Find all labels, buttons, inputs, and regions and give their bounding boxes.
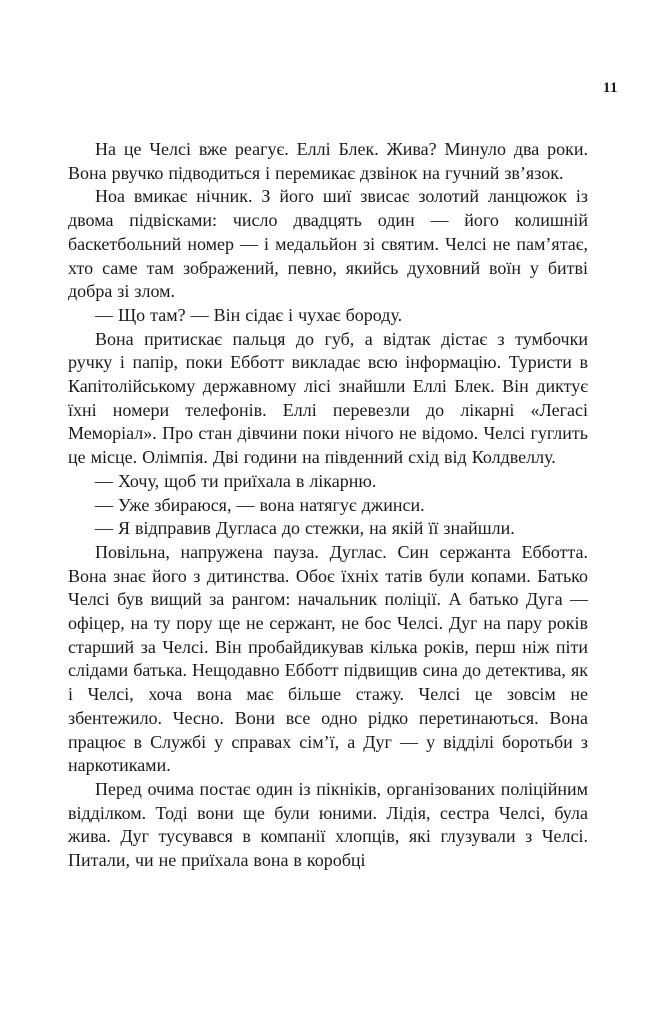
paragraph-dialogue: — Що там? — Він сідає і чухає бороду. (95, 304, 403, 325)
text-block (68, 138, 588, 873)
paragraph-dialogue: — Хочу, щоб ти приїхала в лікарню. (95, 470, 377, 491)
page-number: 11 (602, 80, 618, 96)
paragraph-dialogue: — Уже збираюся, — вона натягує джинси. (95, 494, 425, 515)
paragraph: Ноа вмикає нічник. З його шиї звисає золотий ланцюжок із двома підвісками: число двадцять один — його колишній баскетбольний номер — і медальйон зі святим. Челсі не пам’ятає, хто саме там зображений, певно, якийсь духовний воїн у битві добра зі злом. (68, 186, 588, 302)
paragraph-dialogue: — Я відправив Дугласа до стежки, на якій її знайшли. (95, 518, 515, 539)
paragraph: Повільна, напружена пауза. Дуглас. Син сержанта Ебботта. Вона знає його з дитинства. Обоє їхніх татів були копами. Батько Челсі був вищий за рангом: начальник поліції. А батько Дуга — офіцер, на ту пору ще не сержант, не бос Челсі. Дуг на пару років старший за Челсі. Він пробайдикував кілька років, перш ніж піти слідами батька. Нещодавно Ебботт підвищив сина до детектива, як і Челсі, хоча вона має більше стажу. Челсі це зовсім не збентежило. Чесно. Вони все одно рідко перетинаються. Вона працює в Службі у справах сім’ї, а Дуг — у відділі боротьби з наркотиками. (68, 541, 588, 776)
paragraph: Вона притискає пальця до губ, а відтак дістає з тумбочки ручку і папір, поки Ебботт викладає всю інформацію. Туристи в Капітолійському державному лісі знайшли Еллі Блек. Він диктує їхні номери телефонів. Еллі перевезли до лікарні «Легасі Меморіал». Про стан дівчини поки нічого не відомо. Челсі гуглить це місце. Олімпія. Дві години на південний схід від Колдвеллу. (68, 328, 588, 468)
paragraph: Перед очима постає один із пікніків, організованих поліційним відділком. Тоді вони ще були юними. Лідія, сестра Челсі, була жива. Дуг тусувався в компанії хлопців, які глузували з Челсі. Питали, чи не приїхала вона в коробці (68, 778, 588, 871)
paragraph: На це Челсі вже реагує. Еллі Блек. Жива? Минуло два роки. Вона рвучко підводиться і перемикає дзвінок на гучний зв’язок. (68, 139, 588, 183)
